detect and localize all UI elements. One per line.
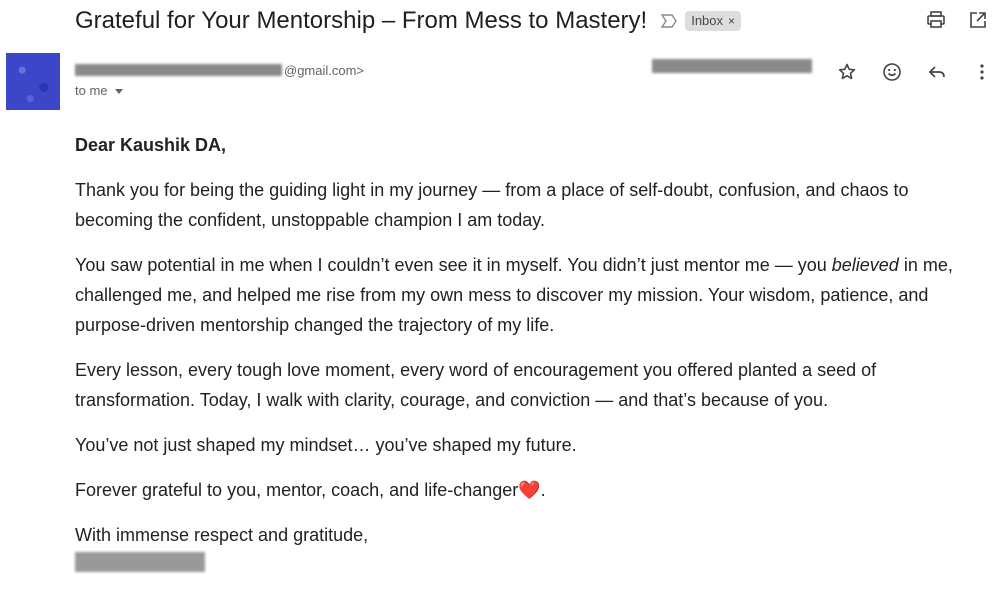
paragraph-5 bbox=[75, 475, 990, 505]
email-subject: Grateful for Your Mentorship – From Mess to Mastery! bbox=[75, 7, 648, 34]
sender-line[interactable] bbox=[75, 60, 364, 80]
redacted-date bbox=[652, 59, 812, 73]
more-vert-icon[interactable] bbox=[970, 60, 994, 84]
redacted-sender-name bbox=[75, 64, 282, 76]
emoji-reaction-icon[interactable] bbox=[880, 60, 904, 84]
paragraph-3: Every lesson, every tough love moment, every word of encouragement you offered planted a seed of transformation. Today, I walk with clarity, courage, and conviction — and that’s because of you. bbox=[75, 360, 877, 410]
recipient-details-toggle[interactable] bbox=[75, 83, 123, 98]
paragraph-2-end: in me, challenged me, and helped me rise from my own mess to discover my mission. Your wisdom, patience, and purpose-driven mentorship changed the trajectory of my life. bbox=[75, 255, 953, 335]
sender-avatar[interactable] bbox=[6, 53, 60, 110]
message-actions bbox=[835, 60, 994, 84]
reply-icon[interactable] bbox=[925, 60, 949, 84]
print-icon[interactable] bbox=[924, 8, 948, 32]
paragraph-2-start: You saw potential in me when I couldn’t even see it in myself. You didn’t just mentor me — you bbox=[75, 255, 832, 275]
remove-label-button[interactable]: × bbox=[728, 13, 736, 28]
inbox-label-text: Inbox bbox=[691, 13, 724, 28]
paragraph-5-text: Forever grateful to you, mentor, coach, and life-changer bbox=[75, 480, 519, 500]
recipient-label: to me bbox=[75, 83, 108, 98]
paragraph-4: You’ve not just shaped my mindset… you’ve shaped my future. bbox=[75, 435, 577, 455]
emphasis-believed: believed bbox=[831, 255, 899, 275]
paragraph-5-end: . bbox=[540, 480, 546, 500]
redacted-signature bbox=[75, 552, 205, 572]
email-body bbox=[75, 130, 990, 581]
sender-email: @gmail.com> bbox=[284, 62, 365, 78]
subject-row bbox=[75, 4, 741, 38]
inbox-label-chip bbox=[685, 11, 741, 31]
thread-actions bbox=[924, 8, 990, 32]
heart-emoji: ❤️ bbox=[518, 480, 541, 500]
greeting: Dear Kaushik DA, bbox=[75, 135, 227, 155]
star-icon[interactable] bbox=[835, 60, 859, 84]
open-in-new-window-icon[interactable] bbox=[966, 8, 990, 32]
closing: With immense respect and gratitude, bbox=[75, 525, 369, 545]
important-marker-icon[interactable] bbox=[659, 11, 679, 31]
chevron-down-icon bbox=[115, 89, 123, 94]
paragraph-2 bbox=[75, 250, 990, 340]
paragraph-1: Thank you for being the guiding light in my journey — from a place of self-doubt, confusion, and chaos to becoming the confident, unstoppable champion I am today. bbox=[75, 180, 909, 230]
